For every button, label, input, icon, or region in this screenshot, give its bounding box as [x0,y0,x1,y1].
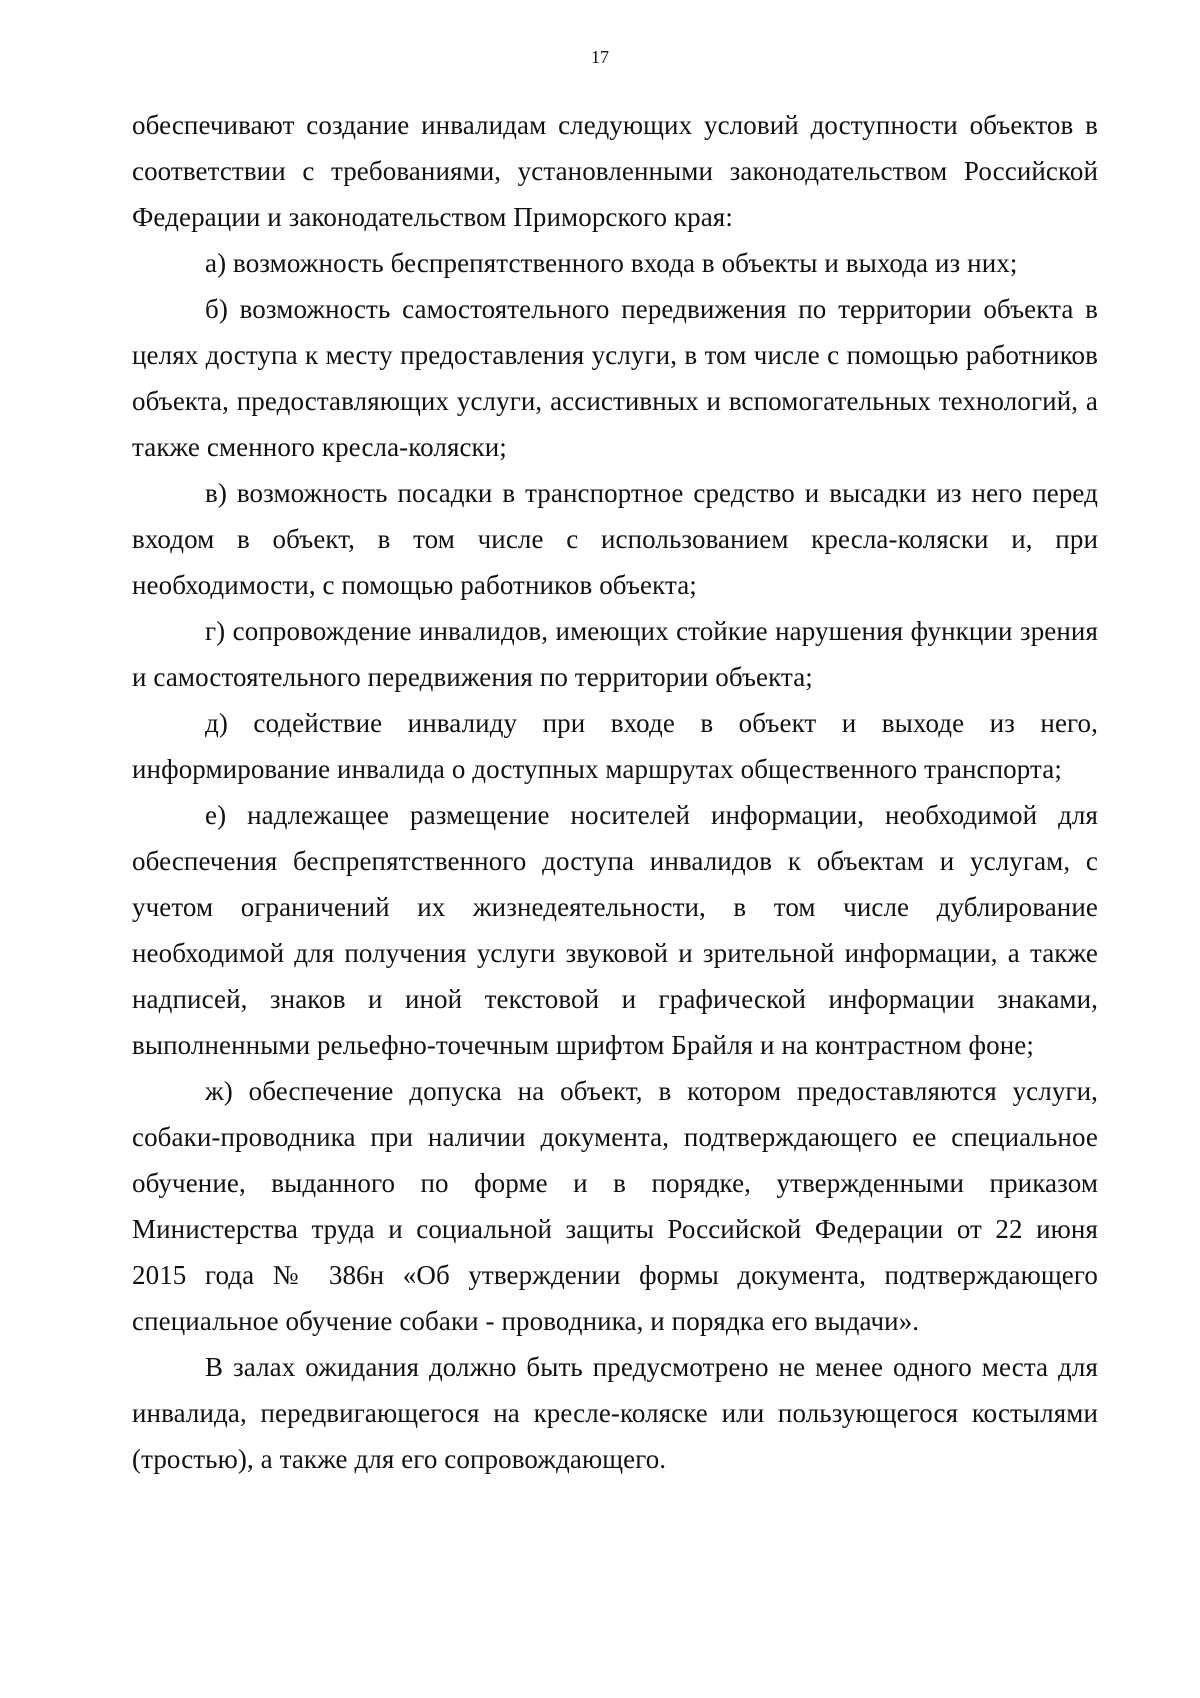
paragraph-intro: обеспечивают создание инвалидам следующих условий доступности объектов в соответствии с требованиями, установленными законодательством Российской Федерации и законодательством Приморского края: [132,110,1098,232]
paragraph-waiting-rooms: В залах ожидания должно быть предусмотрено не менее одного места для инвалида, передвигающегося на кресле-коляске или пользующегося костылями (тростью), а также для его сопровождающего. [132,1352,1098,1474]
paragraph-item-a: а) возможность беспрепятственного входа в объекты и выхода из них; [205,248,1018,278]
document-body [132,102,1098,1482]
paragraph-item-v: в) возможность посадки в транспортное средство и высадки из него перед входом в объект, в том числе с использованием кресла-коляски и, при необходимости, с помощью работников объекта; [132,478,1098,600]
paragraph-item-b: б) возможность самостоятельного передвижения по территории объекта в целях доступа к месту предоставления услуги, в том числе с помощью работников объекта, предоставляющих услуги, ассистивных и вспомогательных технологий, а также сменного кресла-коляски; [132,294,1098,462]
paragraph-item-d: д) содействие инвалиду при входе в объект и выходе из него, информирование инвалида о доступных маршрутах общественного транспорта; [132,708,1098,784]
paragraph-item-g: г) сопровождение инвалидов, имеющих стойкие нарушения функции зрения и самостоятельного передвижения по территории объекта; [132,616,1098,692]
paragraph-item-zh: ж) обеспечение допуска на объект, в котором предоставляются услуги, собаки-проводника при наличии документа, подтверждающего ее специальное обучение, выданного по форме и в порядке, утвержденными приказом Министерства труда и социальной защиты Российской Федерации от 22 июня 2015 года № 386н «Об утверждении формы документа, подтверждающего специальное обучение собаки - проводника, и порядка его выдачи». [132,1076,1098,1336]
page-number: 17 [591,47,609,67]
paragraph-item-e: е) надлежащее размещение носителей информации, необходимой для обеспечения беспрепятственного доступа инвалидов к объектам и услугам, с учетом ограничений их жизнедеятельности, в том числе дублирование необходимой для получения услуги звуковой и зрительной информации, а также надписей, знаков и иной текстовой и графической информации знаками, выполненными рельефно-точечным шрифтом Брайля и на контрастном фоне; [132,800,1098,1060]
